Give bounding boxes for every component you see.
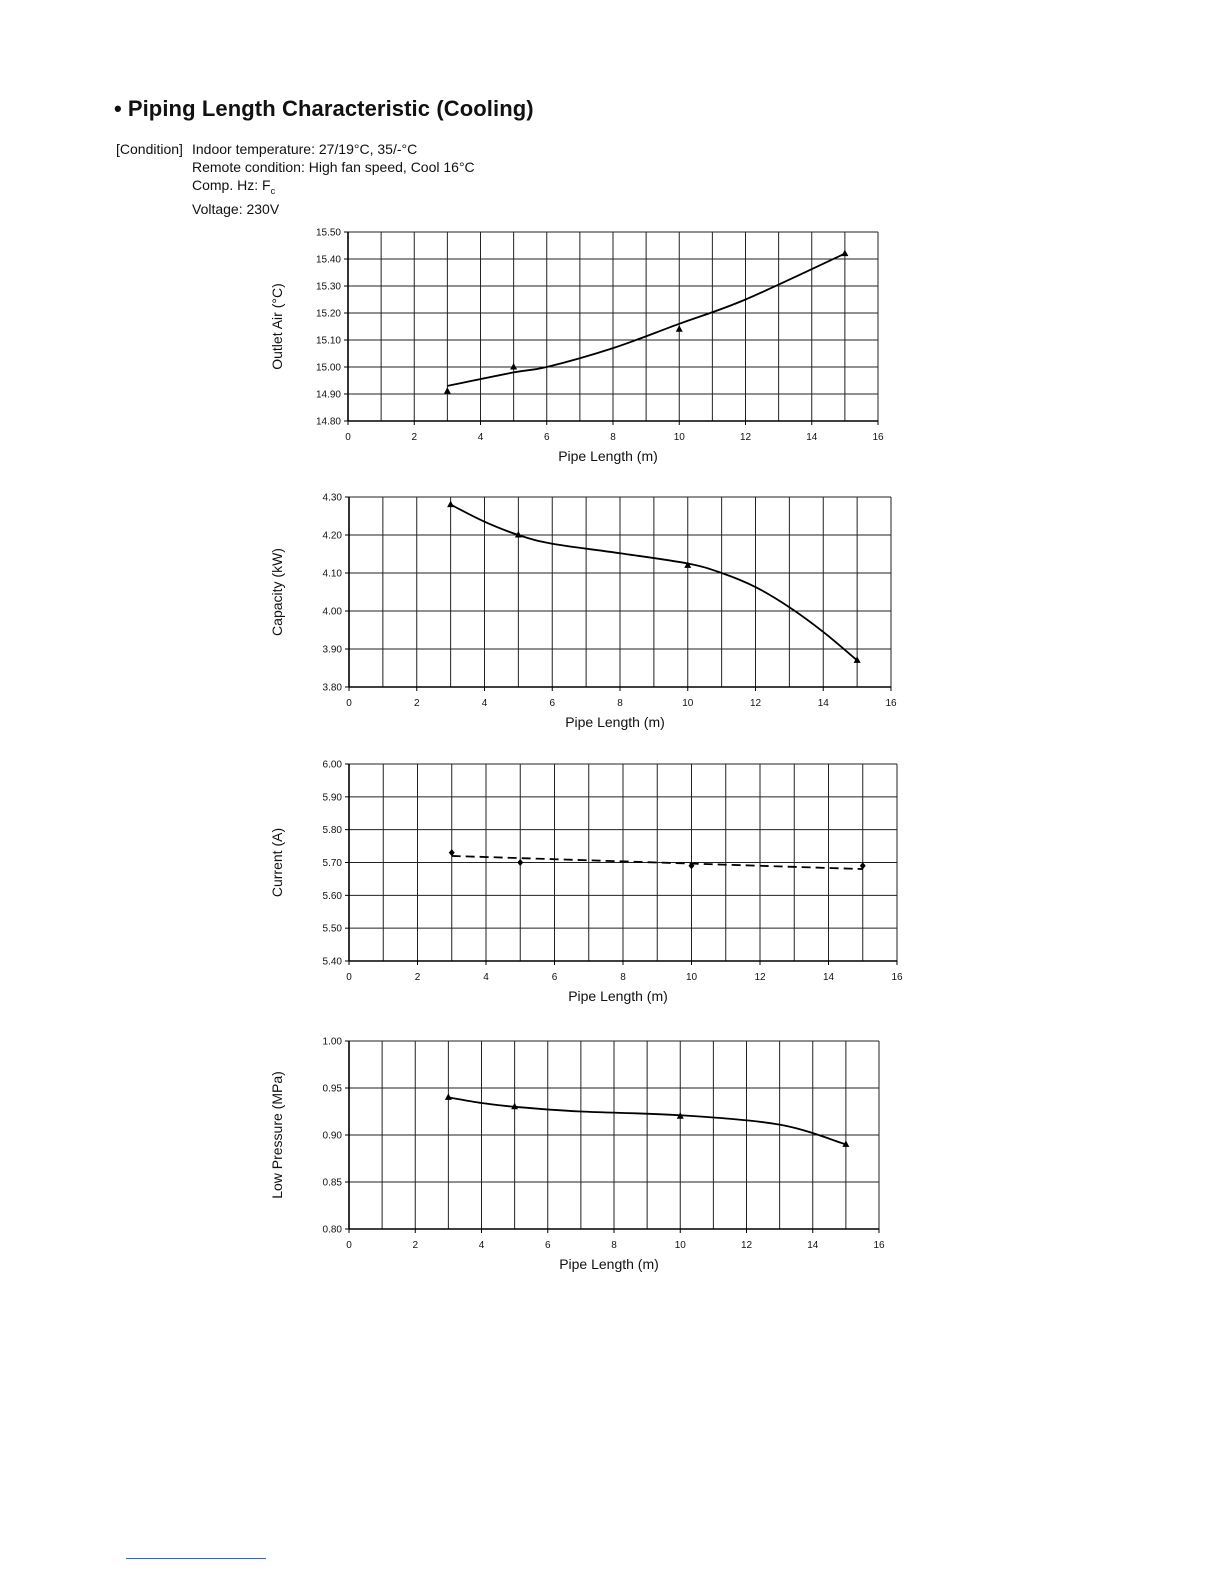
y-axis-label: Outlet Air (°C) — [269, 283, 285, 370]
x-tick-label: 6 — [551, 972, 558, 983]
x-tick-label: 4 — [483, 972, 489, 983]
x-tick-label: 8 — [610, 432, 616, 443]
x-tick-label: 8 — [620, 972, 626, 983]
y-tick-label: 15.10 — [315, 335, 341, 347]
y-tick-label: 14.90 — [315, 389, 341, 401]
data-point — [445, 1093, 452, 1100]
chart-3 — [269, 760, 903, 1005]
y-tick-label: 4.20 — [322, 530, 342, 542]
x-tick-label: 14 — [817, 698, 829, 709]
x-axis-label: Pipe Length (m) — [565, 714, 665, 730]
condition-voltage-text: Voltage: 230V — [192, 200, 280, 217]
x-tick-label: 14 — [806, 432, 818, 443]
condition-comp-sub: c — [270, 185, 276, 196]
x-tick-label: 2 — [412, 1240, 419, 1251]
data-point — [447, 501, 454, 508]
x-tick-label: 10 — [682, 698, 694, 709]
y-tick-label: 5.50 — [322, 923, 342, 935]
x-tick-label: 2 — [414, 972, 421, 983]
x-tick-label: 6 — [549, 698, 556, 709]
chart-4 — [269, 1037, 885, 1273]
y-tick-label: 5.40 — [322, 956, 342, 968]
x-tick-label: 6 — [544, 1240, 551, 1251]
y-tick-label: 5.70 — [322, 858, 342, 869]
data-point — [444, 387, 451, 394]
x-axis-label: Pipe Length (m) — [558, 448, 658, 464]
x-axis-label: Pipe Length (m) — [559, 1256, 659, 1272]
y-tick-label: 1.00 — [322, 1036, 342, 1048]
chart-2 — [269, 493, 897, 731]
x-tick-label: 0 — [345, 432, 351, 443]
data-point — [510, 363, 517, 370]
x-axis-label: Pipe Length (m) — [568, 988, 668, 1004]
y-tick-label: 0.95 — [322, 1083, 342, 1095]
y-tick-label: 14.80 — [315, 416, 341, 428]
y-tick-label: 15.50 — [315, 227, 341, 239]
y-tick-label: 5.60 — [322, 890, 342, 902]
x-tick-label: 14 — [822, 972, 835, 983]
x-tick-label: 0 — [346, 1240, 352, 1251]
title-bullet: • — [114, 96, 122, 121]
x-tick-label: 10 — [674, 1240, 686, 1251]
footer-rule — [126, 1558, 266, 1559]
y-tick-label: 0.80 — [322, 1224, 342, 1236]
x-tick-label: 12 — [749, 698, 762, 709]
y-tick-label: 3.80 — [322, 682, 342, 694]
x-tick-label: 6 — [543, 432, 550, 443]
x-tick-label: 16 — [872, 432, 884, 443]
x-tick-label: 10 — [685, 972, 698, 983]
y-axis-label: Capacity (kW) — [269, 548, 285, 636]
x-tick-label: 8 — [617, 698, 623, 709]
y-tick-label: 3.90 — [322, 644, 342, 656]
title-text: Piping Length Characteristic (Cooling) — [127, 96, 534, 121]
y-tick-label: 15.40 — [315, 254, 341, 266]
y-tick-label: 0.85 — [322, 1177, 342, 1189]
y-tick-label: 0.90 — [322, 1130, 342, 1142]
x-tick-label: 16 — [891, 972, 903, 983]
x-tick-label: 2 — [411, 432, 418, 443]
data-point — [841, 250, 848, 257]
x-tick-label: 4 — [478, 1240, 485, 1251]
y-axis-label: Low Pressure (MPa) — [269, 1071, 285, 1199]
x-tick-label: 12 — [739, 432, 752, 443]
x-tick-label: 0 — [346, 972, 352, 983]
data-point — [676, 325, 683, 332]
y-axis-label: Current (A) — [269, 827, 285, 898]
x-tick-label: 10 — [673, 432, 685, 443]
y-tick-label: 5.80 — [322, 825, 342, 837]
condition-remote-text: Remote condition: High fan speed, Cool 16°C — [192, 159, 475, 175]
x-tick-label: 4 — [481, 698, 488, 709]
y-tick-label: 4.00 — [322, 606, 342, 618]
y-tick-label: 15.00 — [315, 362, 341, 374]
y-tick-label: 4.30 — [322, 492, 342, 504]
y-tick-label: 15.30 — [315, 281, 341, 293]
x-tick-label: 16 — [885, 698, 897, 709]
y-tick-label: 4.10 — [322, 568, 342, 580]
y-tick-label: 5.90 — [322, 792, 342, 804]
x-tick-label: 8 — [611, 1240, 617, 1251]
condition-prefix: [Condition] — [116, 141, 183, 157]
x-tick-label: 14 — [807, 1240, 819, 1251]
x-tick-label: 16 — [873, 1240, 885, 1251]
chart-1 — [269, 228, 884, 465]
x-tick-label: 12 — [754, 972, 766, 983]
condition-indoor-text: Indoor temperature: 27/19°C, 35/-°C — [192, 141, 418, 157]
condition-comp-text: Comp. Hz: F — [192, 177, 271, 193]
y-tick-label: 6.00 — [322, 759, 342, 771]
x-tick-label: 12 — [740, 1240, 753, 1251]
x-tick-label: 0 — [346, 698, 352, 709]
x-tick-label: 2 — [413, 698, 420, 709]
data-point — [517, 859, 523, 866]
y-tick-label: 15.20 — [315, 308, 341, 320]
x-tick-label: 4 — [477, 432, 484, 443]
